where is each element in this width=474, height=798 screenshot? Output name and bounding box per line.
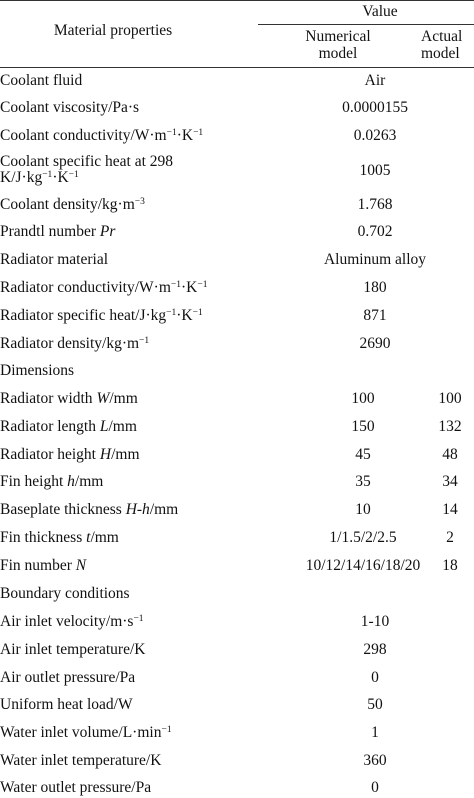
property-label: Radiator material [0,251,109,268]
property-value: 0 [371,779,379,796]
property-value: 1-10 [360,613,390,630]
actual-model-value: 14 [442,501,458,518]
property-value: 50 [367,696,383,713]
property-label: Fin height h/mm [0,473,104,490]
property-value: 871 [363,307,387,324]
property-value: Aluminum alloy [323,251,427,268]
actual-model-value: 132 [438,418,462,435]
property-value: 0.702 [357,223,393,240]
header-value: Value [362,3,398,20]
property-value: 0.0000155 [342,99,408,116]
property-label [0,154,285,186]
property-label: Coolant density/$kg\cdot m^{-3}$ [0,196,145,213]
property-label: Coolant conductivity/$W\cdot m^{-1}\cdot K^{-1}$ [0,127,204,144]
property-label: Water inlet volume/$L\cdot\min^{-1}$ [0,724,172,741]
property-value: 1005 [359,162,391,179]
property-label: Water inlet temperature/K [0,752,162,769]
property-value: 2690 [359,335,391,352]
property-value: 1 [371,724,379,741]
property-label: Prandtl number Pr [0,223,116,240]
property-label: Boundary conditions [0,585,130,602]
property-label: Air outlet pressure/Pa [0,669,136,686]
property-label: Baseplate thickness H-h/mm [0,501,179,518]
numerical-model-value: 1/1.5/2/2.5 [329,529,397,546]
header-material-properties: Material properties [53,22,173,39]
property-label: Radiator specific heat/$J\cdot kg^{-1}\cdot K^{-1}$ [0,307,203,324]
property-label: Uniform heat load/W [0,696,133,713]
property-label: Radiator conductivity/$W\cdot m^{-1}\cdot K^{-1}$ [0,279,208,296]
header-actual-model-line2: model [421,45,460,62]
property-value: 180 [363,279,387,296]
property-label: Fin number N [0,557,87,574]
property-label: Radiator length L/mm [0,418,137,435]
numerical-model-value: 100 [351,390,375,407]
property-value: 0.0263 [353,127,397,144]
property-label: Radiator width W/mm [0,390,138,407]
property-label: Air inlet velocity/$m\cdot s^{-1}$ [0,613,144,630]
property-label-line: Coolant specific heat at 298 [0,153,174,170]
numerical-model-value: 10 [355,501,371,518]
property-label: Air inlet temperature/K [0,641,146,658]
property-label: Dimensions [0,362,75,379]
actual-model-value: 48 [442,446,458,463]
property-value: Air [364,72,386,89]
property-label: Coolant viscosity/Pa·s [0,99,140,116]
numerical-model-value: 35 [355,473,371,490]
property-label: Radiator density/$kg\cdot m^{-1}$ [0,335,150,352]
property-label: Fin thickness t/mm [0,529,119,546]
property-label: Coolant fluid [0,72,83,89]
actual-model-value: 100 [438,390,462,407]
property-value: 0 [371,669,379,686]
property-label-line: $K/J\cdot kg^{-1}\cdot K^{-1}$ [0,169,79,186]
property-value: 298 [363,641,387,658]
property-label: Water outlet pressure/Pa [0,779,152,796]
numerical-model-value: 150 [351,418,375,435]
header-numerical-model-line1: Numerical [305,28,371,45]
header-actual-model-line1: Actual [421,28,463,45]
actual-model-value: 34 [442,473,458,490]
property-label: Radiator height H/mm [0,446,140,463]
numerical-model-value: 45 [355,446,371,463]
numerical-model-value: 10/12/14/16/18/20 [305,557,421,574]
property-value: 1.768 [357,196,393,213]
actual-model-value: 18 [442,557,458,574]
property-value: 360 [363,752,387,769]
header-numerical-model-line2: model [318,45,358,62]
actual-model-value: 2 [446,529,454,546]
